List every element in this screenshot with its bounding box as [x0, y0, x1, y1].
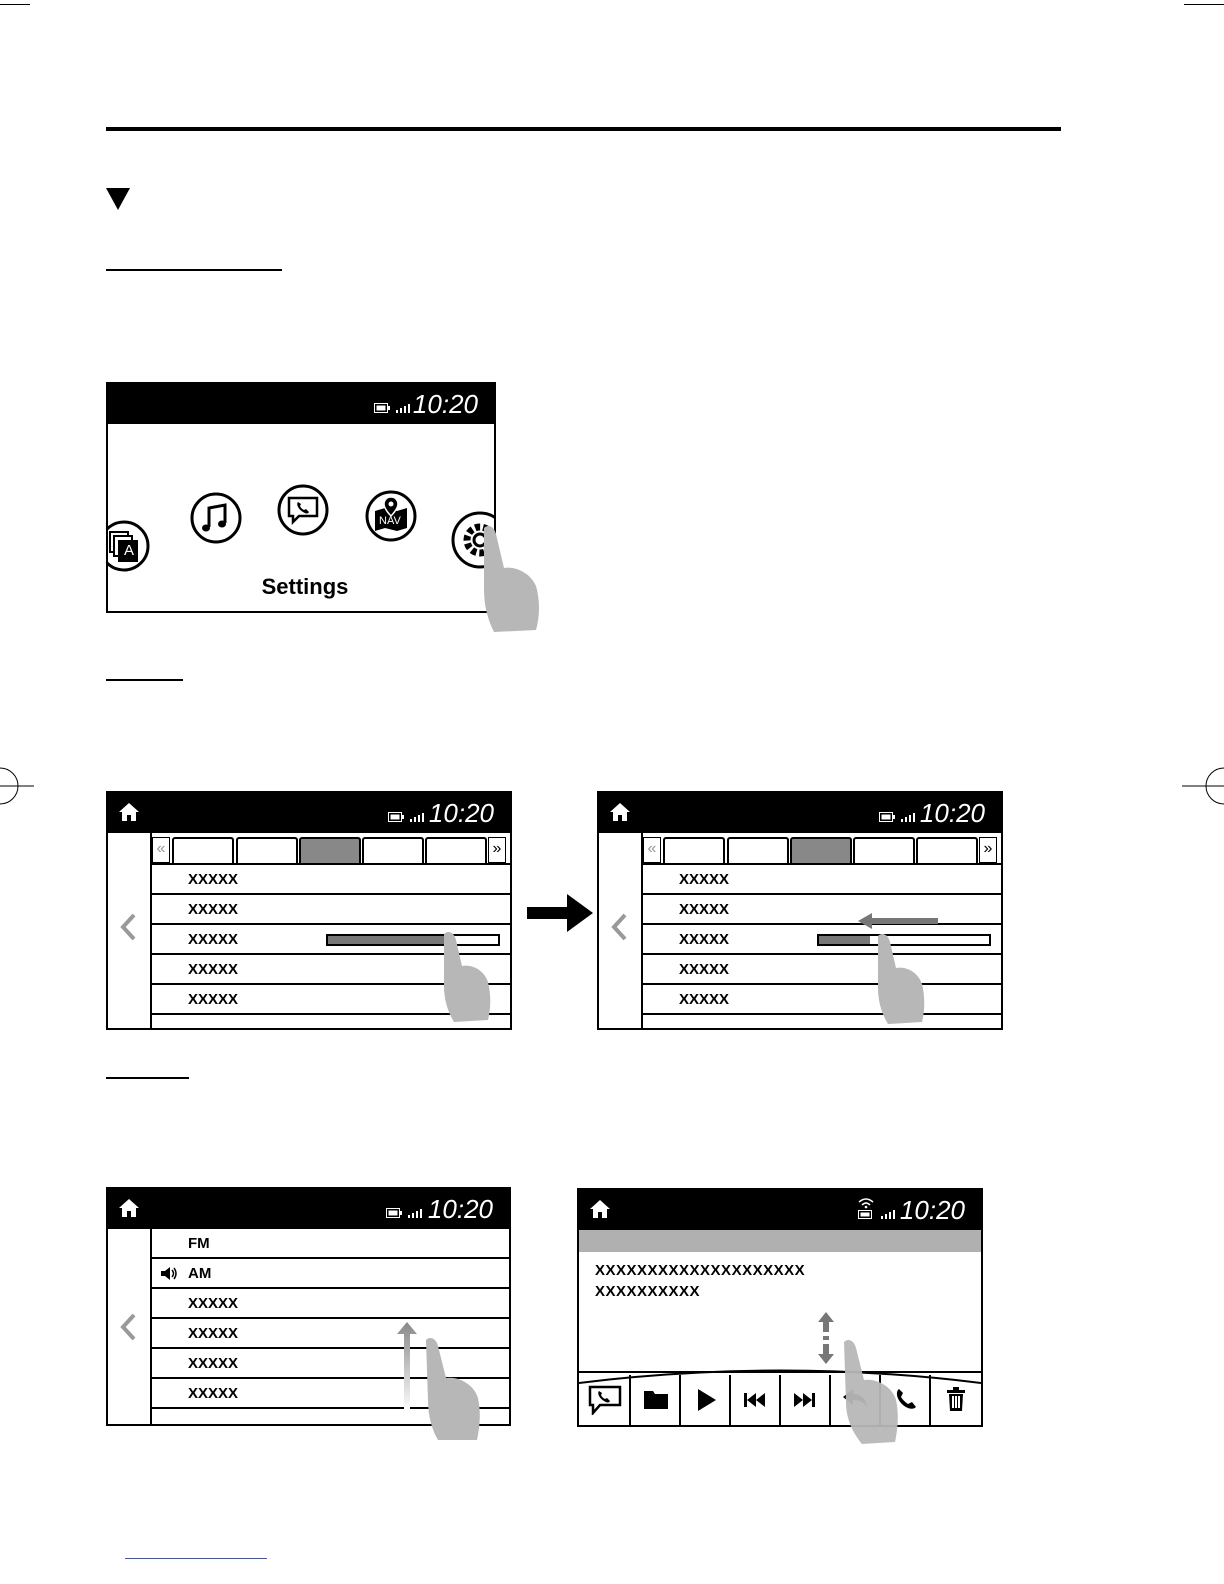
list-item-label: XXXXX	[188, 1325, 239, 1342]
home-icon[interactable]	[589, 1199, 611, 1219]
transition-arrow-icon	[527, 894, 595, 932]
list-item-label: XXXXX	[679, 991, 730, 1008]
drag-left-arrow-icon	[858, 912, 940, 930]
list-item[interactable]	[150, 1259, 509, 1289]
play-button[interactable]	[681, 1375, 731, 1425]
message-text-line-2: XXXXXXXXXX	[595, 1283, 701, 1300]
selected-app-label: Settings	[261, 574, 349, 599]
tab-scroll-right-icon[interactable]: »	[979, 837, 997, 863]
list-item[interactable]	[641, 925, 1001, 955]
tab-4[interactable]	[853, 837, 915, 863]
crop-mark-top-left	[0, 4, 30, 5]
crop-mark-top-right	[1184, 4, 1224, 5]
list-item[interactable]	[641, 955, 1001, 985]
list-item-label: XXXXX	[679, 931, 730, 948]
list-item-label: XXXXX	[679, 901, 730, 918]
list-item-label: XXXXX	[188, 1295, 239, 1312]
back-chevron-icon[interactable]	[120, 1313, 136, 1341]
back-chevron-icon[interactable]	[611, 913, 627, 941]
previous-track-button[interactable]	[731, 1375, 781, 1425]
list-item-label: AM	[188, 1265, 212, 1282]
signal-icon	[901, 811, 917, 822]
section-triangle-icon	[106, 188, 130, 210]
signal-icon	[881, 1208, 897, 1219]
list-item[interactable]	[150, 895, 510, 925]
tab-5[interactable]	[425, 837, 487, 863]
tab-1[interactable]	[172, 837, 234, 863]
button-bar	[579, 1371, 981, 1425]
clock: 10:20	[412, 389, 478, 419]
tap-hand-icon	[420, 1334, 484, 1442]
tab-3[interactable]	[790, 837, 852, 863]
list-item[interactable]	[641, 895, 1001, 925]
status-bar	[599, 793, 1001, 833]
tap-hand-icon	[474, 520, 544, 635]
apps-icon-letter: A	[124, 542, 135, 559]
battery-icon	[386, 1208, 402, 1218]
tab-5[interactable]	[916, 837, 978, 863]
battery-icon	[879, 812, 895, 822]
footer-link-underline	[125, 1558, 267, 1559]
list-item-label: XXXXX	[188, 1385, 239, 1402]
play-icon	[698, 1389, 716, 1411]
tap-hand-icon	[872, 930, 928, 1026]
signal-icon	[396, 402, 412, 413]
next-track-icon	[794, 1393, 816, 1407]
message-phone-button[interactable]	[579, 1375, 631, 1425]
tap-hand-icon	[438, 928, 494, 1024]
tab-3[interactable]	[299, 837, 361, 863]
delete-button[interactable]	[931, 1375, 981, 1425]
subheading-underline-1	[106, 269, 282, 271]
list-item-label: XXXXX	[679, 871, 730, 888]
list-item-label: XXXXX	[188, 901, 239, 918]
tab-4[interactable]	[362, 837, 424, 863]
delete-icon	[947, 1387, 965, 1411]
tab-1[interactable]	[663, 837, 725, 863]
home-icon[interactable]	[609, 802, 631, 822]
folder-icon	[644, 1389, 668, 1409]
clock: 10:20	[899, 1195, 965, 1225]
header-rule	[106, 127, 1061, 131]
scroll-updown-arrow-icon	[817, 1312, 835, 1364]
tab-2[interactable]	[727, 837, 789, 863]
list-item-label: XXXXX	[679, 961, 730, 978]
tab-2[interactable]	[236, 837, 298, 863]
previous-track-icon	[744, 1393, 766, 1407]
signal-icon	[410, 811, 426, 822]
registration-mark-left	[0, 764, 36, 808]
next-track-button[interactable]	[781, 1375, 831, 1425]
tab-scroll-left-icon[interactable]: «	[643, 837, 661, 863]
tab-strip	[150, 833, 510, 865]
subheading-underline-3	[106, 1077, 189, 1079]
clock: 10:20	[428, 798, 494, 828]
slider-fill	[328, 936, 447, 944]
back-sidebar[interactable]	[599, 833, 643, 1028]
message-phone-icon	[588, 1385, 622, 1415]
status-bar	[579, 1190, 981, 1230]
battery-icon	[388, 812, 404, 822]
tab-scroll-right-icon[interactable]: »	[488, 837, 506, 863]
back-sidebar[interactable]	[108, 1229, 152, 1424]
speaker-icon	[160, 1266, 178, 1281]
list-item-label: FM	[188, 1235, 210, 1252]
list-item-label: XXXXX	[188, 1355, 239, 1372]
list-item-label: XXXXX	[188, 871, 239, 888]
music-icon[interactable]	[189, 491, 243, 545]
slider-fill	[819, 936, 870, 944]
battery-icon	[374, 403, 390, 413]
home-icon[interactable]	[118, 1198, 140, 1218]
clock: 10:20	[919, 798, 985, 828]
tab-scroll-left-icon[interactable]: «	[152, 837, 170, 863]
slider-screen-after	[597, 791, 1003, 1030]
back-chevron-icon[interactable]	[120, 913, 136, 941]
wifi-battery-icon	[857, 1196, 875, 1220]
scroll-up-arrow-icon	[396, 1322, 418, 1412]
tap-hand-icon	[838, 1336, 904, 1446]
tab-strip	[641, 833, 1001, 865]
back-sidebar[interactable]	[108, 833, 152, 1028]
list-item[interactable]	[150, 865, 510, 895]
list-item-label: XXXXX	[188, 961, 239, 978]
status-bar	[108, 793, 510, 833]
list-item-label: XXXXX	[188, 931, 239, 948]
home-icon[interactable]	[118, 802, 140, 822]
status-bar	[108, 1189, 509, 1229]
message-text-line-1: XXXXXXXXXXXXXXXXXXXX	[595, 1262, 806, 1279]
registration-mark-right	[1180, 764, 1224, 808]
status-bar	[108, 384, 494, 424]
home-screen	[106, 382, 496, 613]
clock: 10:20	[427, 1194, 493, 1224]
signal-icon	[408, 1207, 424, 1218]
message-screen	[577, 1188, 983, 1427]
list-item[interactable]	[150, 1229, 509, 1259]
list-item[interactable]	[641, 865, 1001, 895]
nav-icon-label: NAV	[379, 515, 401, 527]
list-item[interactable]	[641, 985, 1001, 1015]
list-item-label: XXXXX	[188, 991, 239, 1008]
phone-icon[interactable]	[276, 483, 330, 537]
folder-button[interactable]	[631, 1375, 681, 1425]
list-item[interactable]	[150, 1289, 509, 1319]
subheading-underline-2	[106, 679, 183, 681]
message-header-bar	[579, 1230, 981, 1252]
